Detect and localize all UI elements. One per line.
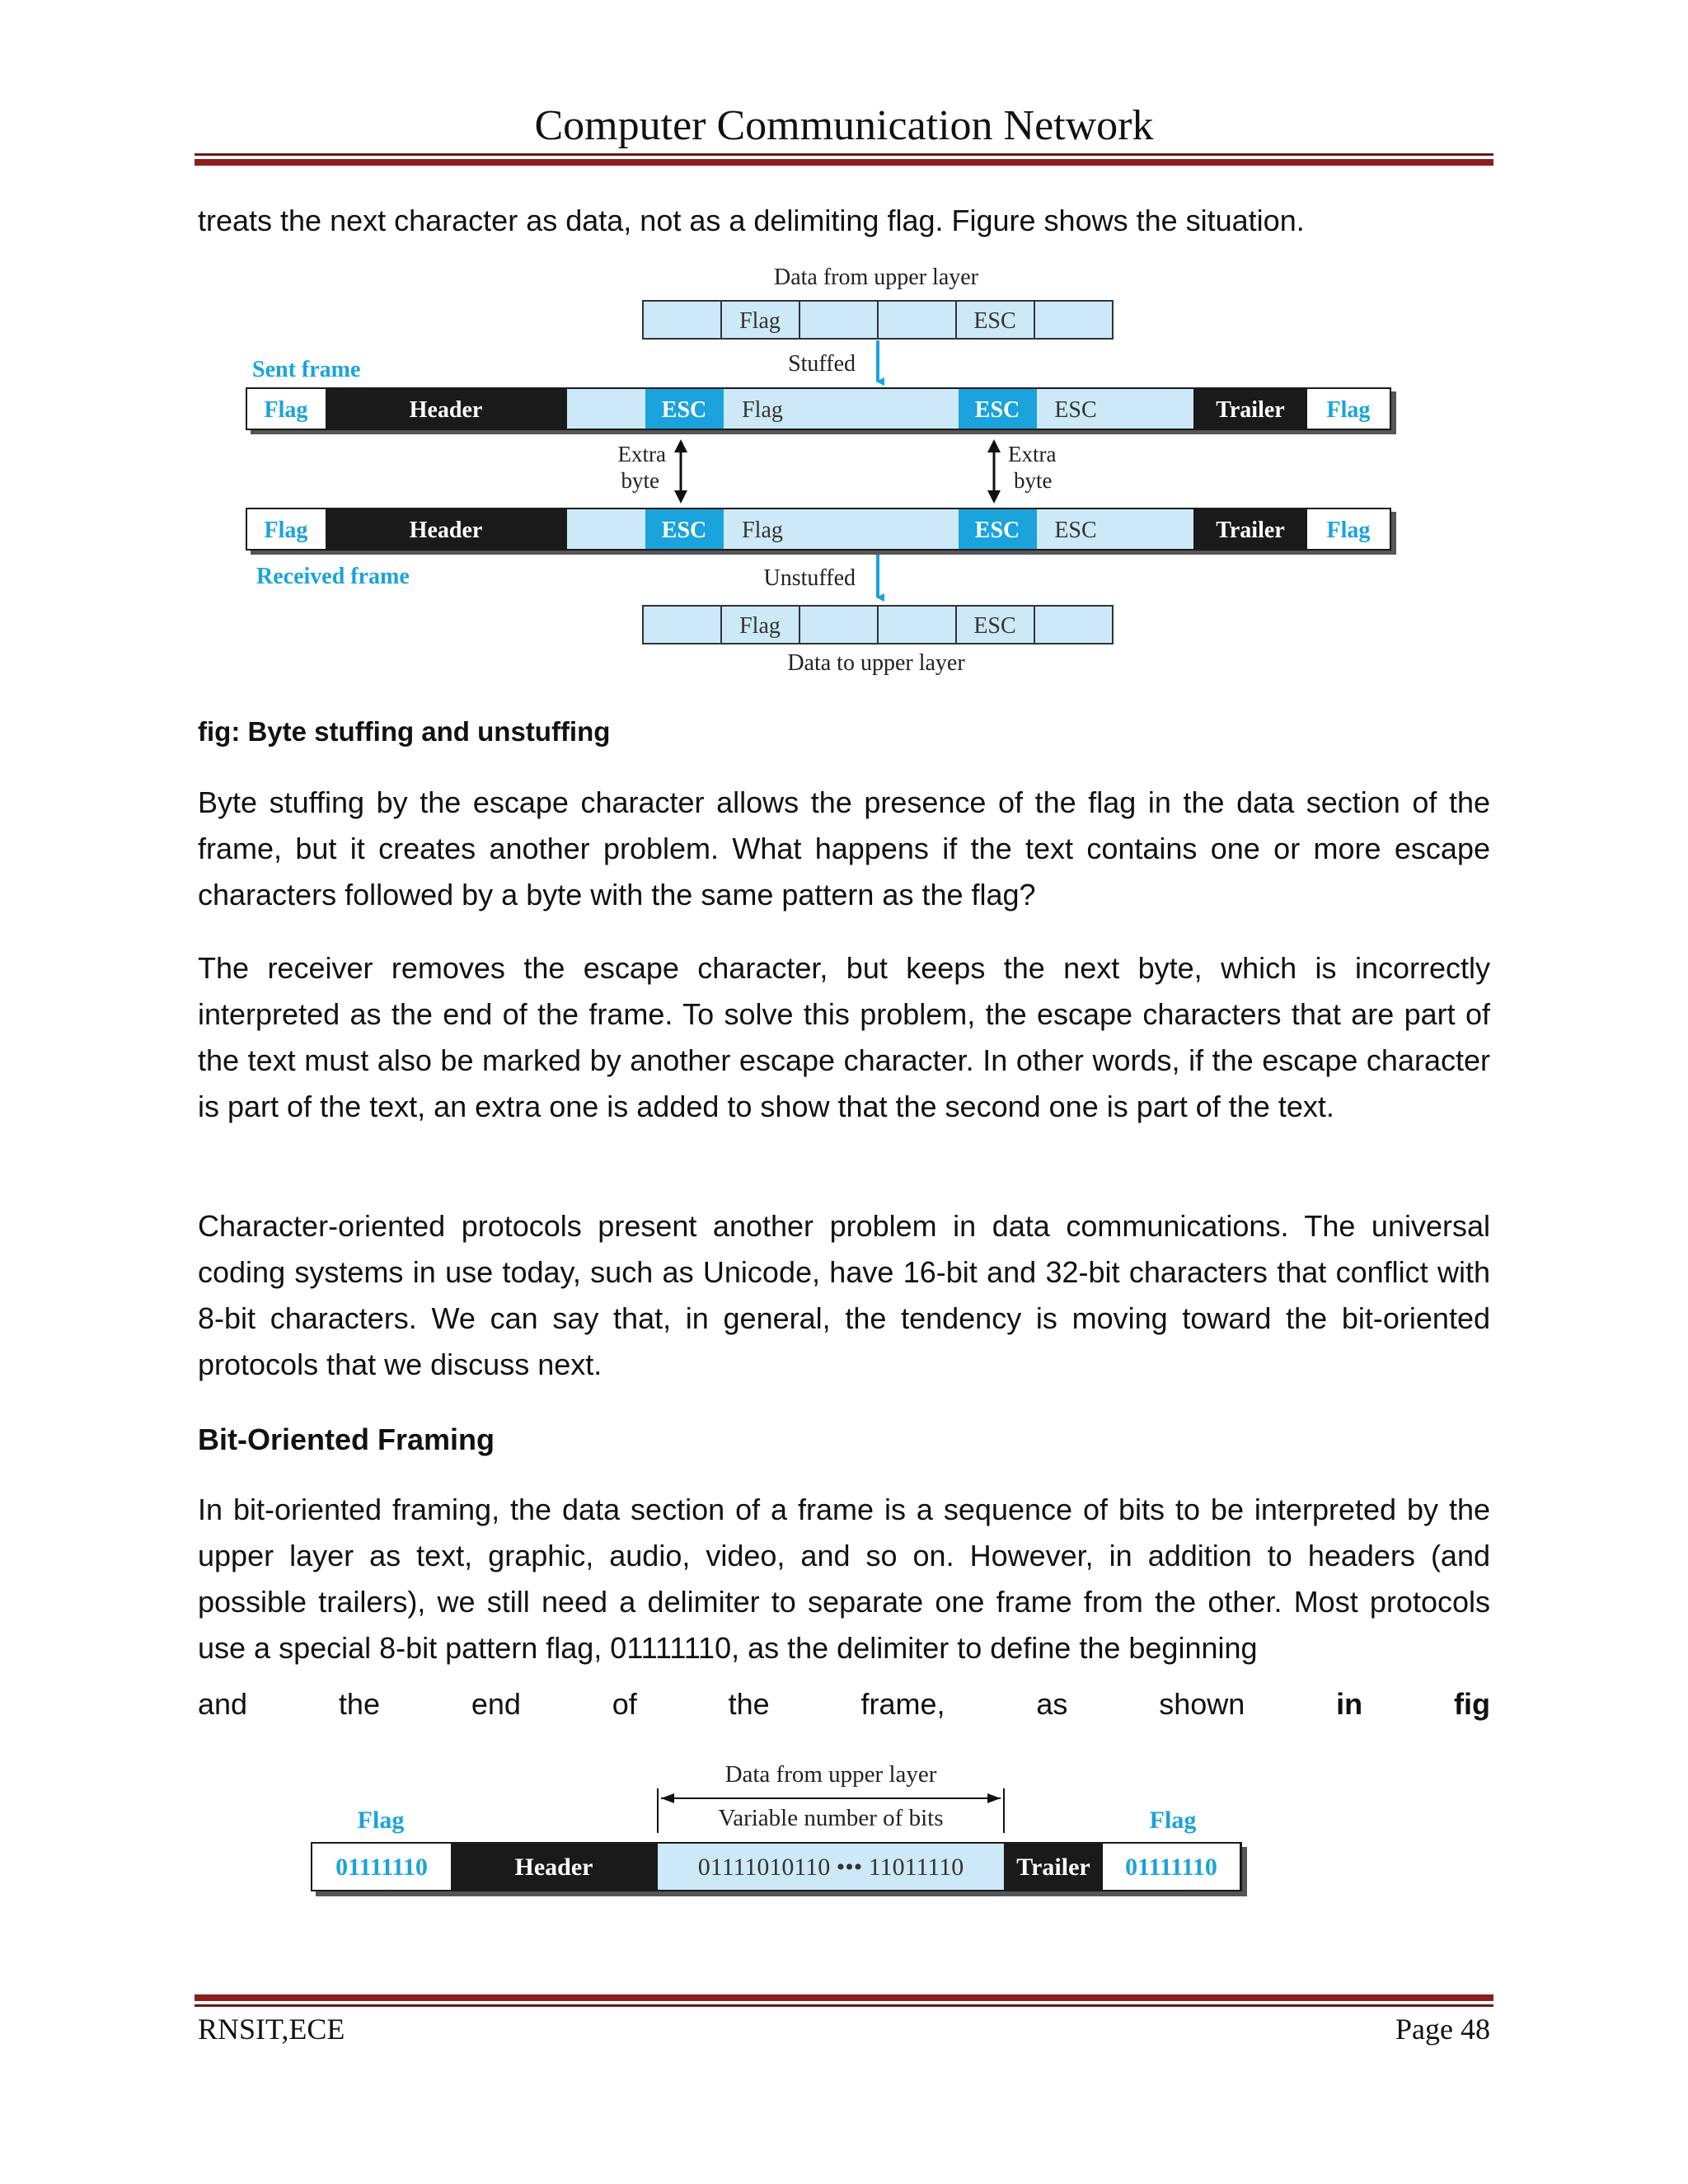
byte-label-right: byte bbox=[1014, 468, 1053, 493]
word: end bbox=[471, 1687, 521, 1721]
fig2-flag-label-right: Flag bbox=[1149, 1807, 1197, 1834]
fig2-data-from-upper-layer: Data from upper layer bbox=[724, 1761, 937, 1788]
bit-oriented-paragraph: In bit-oriented framing, the data section of a frame is a sequence of bits to be interpreted by the upper layer as text, graphic, audio, video, and so on. However, in addition to headers (and possible trailers), we still need a delimiter to separate one frame from the other. Most protocols use a special 8-bit pattern flag, 01111110, as the delimiter to define the beginning bbox=[198, 1493, 1490, 1665]
data-from-upper-layer-label: Data from upper layer bbox=[774, 265, 978, 290]
data-to-upper-layer-label: Data to upper layer bbox=[787, 650, 965, 676]
fig2-trailer: Trailer bbox=[1016, 1854, 1090, 1881]
header-rule-thick bbox=[195, 159, 1493, 166]
bottom-flag-text: Flag bbox=[739, 613, 781, 639]
extra-byte-arrow-left bbox=[674, 439, 687, 504]
section-heading: Bit-Oriented Framing bbox=[198, 1422, 495, 1456]
extra-label-left: Extra bbox=[617, 442, 666, 466]
stuffed-label: Stuffed bbox=[788, 351, 856, 377]
sent-trailer: Trailer bbox=[1216, 397, 1285, 423]
word: the bbox=[728, 1687, 770, 1721]
sent-frame-label: Sent frame bbox=[252, 357, 361, 382]
word: of bbox=[612, 1687, 637, 1721]
sent-esc-2: ESC bbox=[974, 397, 1020, 423]
top-data-cells bbox=[643, 301, 1113, 339]
word: the bbox=[338, 1687, 380, 1721]
fig2-variable-bits: Variable number of bits bbox=[718, 1805, 944, 1831]
recv-flag-data: Flag bbox=[742, 518, 783, 543]
recv-esc-1: ESC bbox=[661, 518, 707, 543]
figure-caption: fig: Byte stuffing and unstuffing bbox=[198, 716, 611, 747]
bottom-data-cells bbox=[643, 606, 1113, 644]
intro-line: treats the next character as data, not as a delimiting flag. Figure shows the situation. bbox=[198, 204, 1305, 237]
sent-esc-1: ESC bbox=[661, 397, 707, 423]
fig2-flag-bits-left: 01111110 bbox=[335, 1854, 428, 1881]
bit-oriented-frame-figure bbox=[305, 1747, 1253, 1912]
header-rule-thin bbox=[195, 153, 1493, 156]
sent-flag-right: Flag bbox=[1326, 397, 1371, 423]
recv-trailer: Trailer bbox=[1216, 518, 1285, 543]
byte-stuffing-figure bbox=[188, 260, 1424, 705]
footer-rule-thin bbox=[195, 2004, 1493, 2007]
extra-label-right: Extra bbox=[1008, 442, 1057, 466]
word-bold: in bbox=[1336, 1687, 1363, 1721]
recv-flag-right: Flag bbox=[1326, 518, 1371, 543]
word: shown bbox=[1159, 1687, 1245, 1721]
fig2-header: Header bbox=[514, 1854, 593, 1881]
recv-header: Header bbox=[409, 518, 483, 543]
footer-institution: RNSIT,ECE bbox=[198, 2013, 345, 2046]
paragraph-1: Byte stuffing by the escape character allows the presence of the flag in the data section of the frame, but it creates another problem. What happens if the text contains one or more escape characters followed by a byte with the same pattern as the flag? bbox=[198, 785, 1490, 912]
recv-esc-2: ESC bbox=[974, 518, 1020, 543]
fig2-flag-label-left: Flag bbox=[357, 1807, 405, 1834]
recv-esc-data: ESC bbox=[1054, 518, 1097, 543]
word: and bbox=[198, 1687, 248, 1721]
received-frame-label: Received frame bbox=[256, 564, 410, 589]
bottom-esc-text: ESC bbox=[973, 613, 1016, 639]
word-bold: fig bbox=[1454, 1687, 1490, 1721]
paragraph-3: Character-oriented protocols present another problem in data communications. The universal coding systems in use today, such as Unicode, have 16-bit and 32-bit characters that conflict with 8-bit characters. We can say that, in general, the tendency is moving toward the bit-oriented protocols that we discuss next. bbox=[198, 1209, 1490, 1381]
sent-header: Header bbox=[409, 397, 483, 423]
word: frame, bbox=[860, 1687, 945, 1721]
unstuffed-label: Unstuffed bbox=[763, 565, 856, 591]
paragraph-last-line bbox=[198, 1681, 1490, 1727]
page-number: Page 48 bbox=[1395, 2013, 1490, 2046]
footer-rule-thick bbox=[195, 1994, 1493, 2001]
fig2-data-bits: 01111010110 ••• 11011110 bbox=[697, 1854, 964, 1881]
page-title: Computer Communication Network bbox=[534, 102, 1154, 149]
word: as bbox=[1036, 1687, 1068, 1721]
top-flag-text: Flag bbox=[739, 308, 781, 334]
byte-label-left: byte bbox=[621, 468, 659, 493]
sent-esc-data: ESC bbox=[1054, 397, 1097, 423]
fig2-flag-bits-right: 01111110 bbox=[1125, 1854, 1217, 1881]
recv-flag-left: Flag bbox=[264, 518, 308, 543]
sent-flag-data: Flag bbox=[742, 397, 783, 423]
paragraph-2: The receiver removes the escape character, but keeps the next byte, which is incorrectly interpreted as the end of the frame. To solve this problem, the escape characters that are part of the text must also be marked by another escape character. In other words, if the escape character is part of the text, an extra one is added to show that the second one is part of the text. bbox=[198, 951, 1490, 1123]
sent-flag-left: Flag bbox=[264, 397, 308, 423]
top-esc-text: ESC bbox=[973, 308, 1016, 334]
extra-byte-arrow-right bbox=[987, 439, 1001, 504]
